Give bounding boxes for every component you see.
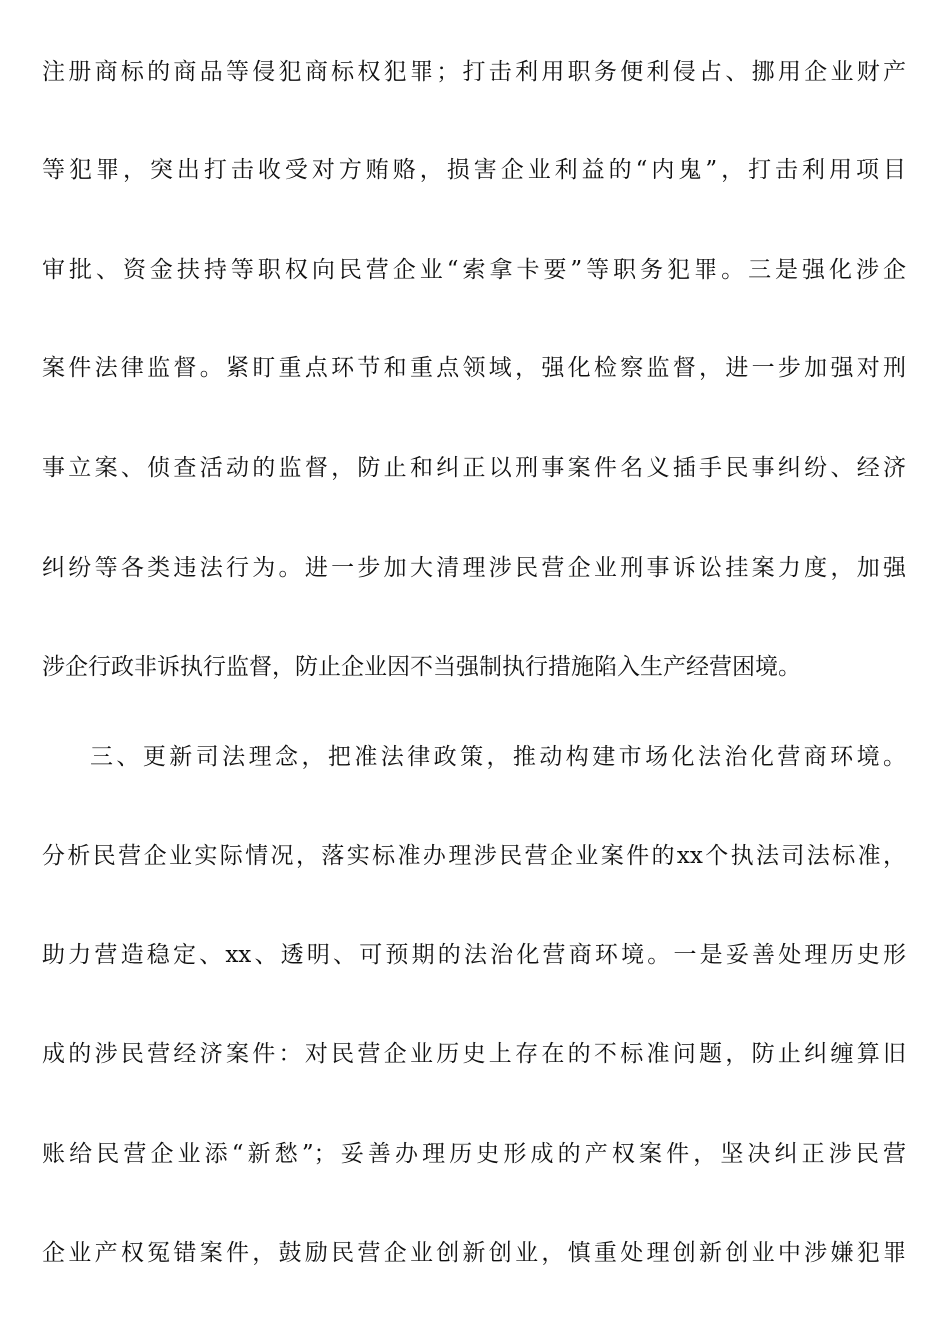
text-line-10: 助力营造稳定、xx、透明、可预期的法治化营商环境。一是妥善处理历史形 xyxy=(42,942,906,968)
section-heading-3: 三、更新司法理念，把准法律政策，推动构建市场化法治化营商环境。 xyxy=(90,744,906,770)
text-line-6: 纠纷等各类违法行为。进一步加大清理涉民营企业刑事诉讼挂案力度，加强 xyxy=(42,555,906,581)
text-line-3: 审批、资金扶持等职权向民营企业“索拿卡要”等职务犯罪。三是强化涉企 xyxy=(42,257,906,283)
text-line-5: 事立案、侦查活动的监督，防止和纠正以刑事案件名义插手民事纠纷、经济 xyxy=(42,455,906,481)
text-line-2: 等犯罪，突出打击收受对方贿赂，损害企业利益的“内鬼”，打击利用项目 xyxy=(42,157,906,183)
text-line-9: 分析民营企业实际情况，落实标准办理涉民营企业案件的xx个执法司法标准， xyxy=(42,843,906,869)
text-line-12: 账给民营企业添“新愁”；妥善办理历史形成的产权案件，坚决纠正涉民营 xyxy=(42,1141,906,1167)
text-line-11: 成的涉民营经济案件：对民营企业历史上存在的不标准问题，防止纠缠算旧 xyxy=(42,1041,906,1067)
text-line-13: 企业产权冤错案件，鼓励民营企业创新创业，慎重处理创新创业中涉嫌犯罪 xyxy=(42,1240,906,1266)
text-line-4: 案件法律监督。紧盯重点环节和重点领域，强化检察监督，进一步加强对刑 xyxy=(42,355,906,381)
text-line-7: 涉企行政非诉执行监督，防止企业因不当强制执行措施陷入生产经营困境。 xyxy=(42,654,801,680)
text-line-1: 注册商标的商品等侵犯商标权犯罪；打击利用职务便利侵占、挪用企业财产 xyxy=(42,59,906,85)
